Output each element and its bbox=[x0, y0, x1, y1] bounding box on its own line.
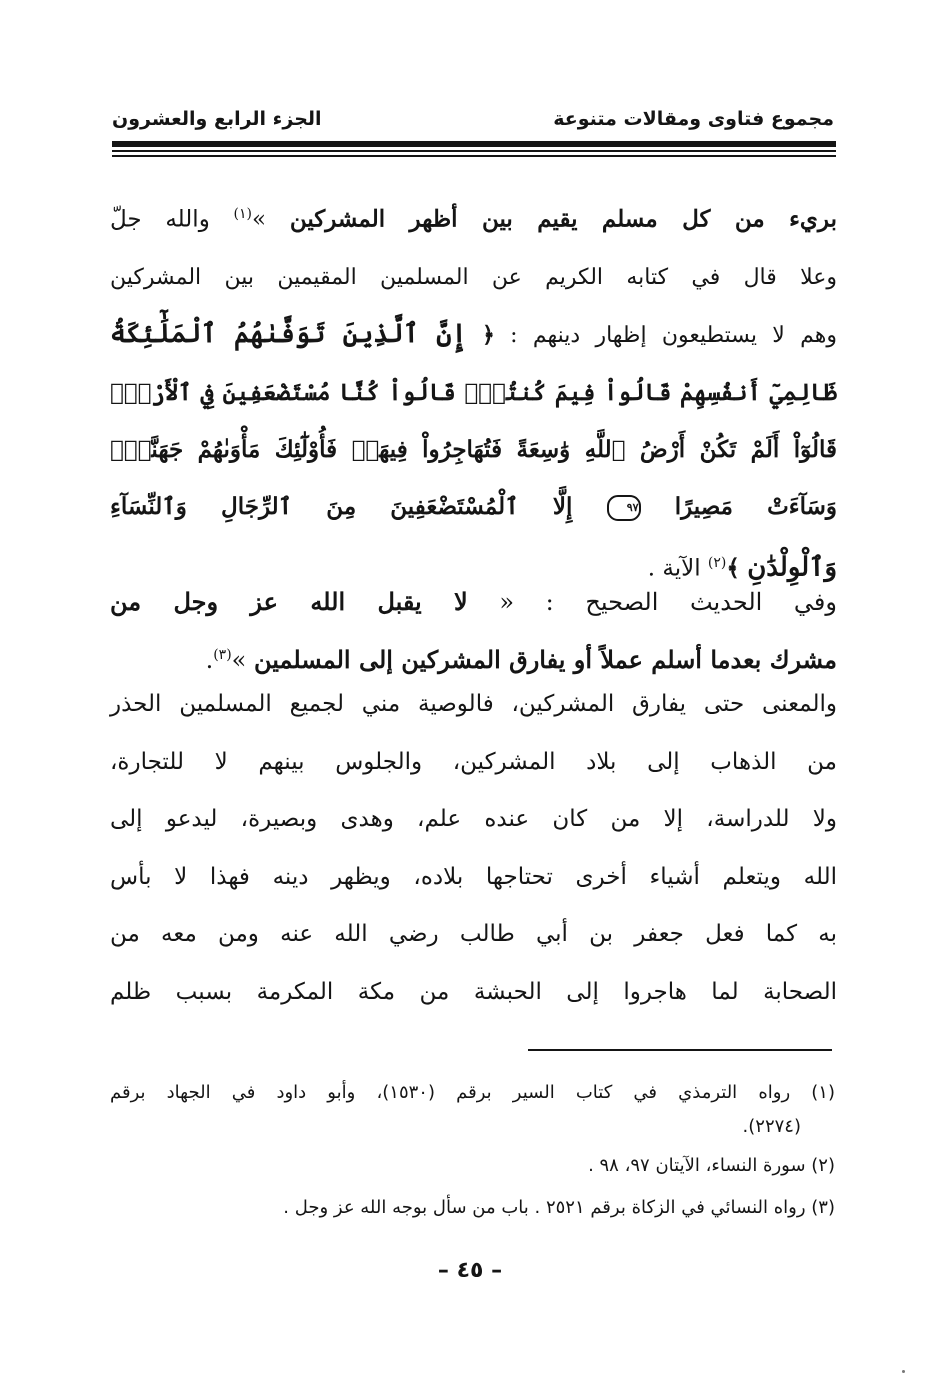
text-fragment: الآية . bbox=[647, 555, 701, 582]
ayah-number-marker: ٩٧ bbox=[607, 495, 641, 521]
footnote-1-continuation: (٢٢٧٤). bbox=[742, 1116, 801, 1137]
text-line bbox=[110, 186, 837, 249]
quran-verse-line bbox=[110, 478, 837, 535]
paragraph-hadith bbox=[110, 575, 837, 687]
page-number: – ٤٥ – bbox=[437, 1258, 503, 1283]
text-line: الله ويتعلم أشياء أخرى تحتاجها بلاده، ويظهر دينه فهذا لا بأس bbox=[110, 863, 837, 890]
header-rule-thick bbox=[112, 141, 836, 147]
scan-speck bbox=[902, 1370, 905, 1373]
quote-close: » bbox=[231, 646, 247, 674]
footnote-2: (٢) سورة النساء، الآيتان ٩٧، ٩٨ . bbox=[588, 1155, 835, 1176]
paragraph-advice bbox=[110, 676, 837, 1021]
text-line bbox=[110, 306, 837, 364]
text-line: به كما فعل جعفر بن أبي طالب رضي الله عنه ومن معه من bbox=[110, 921, 837, 947]
running-header bbox=[112, 108, 834, 138]
quran-open-brace: ﴿ bbox=[481, 321, 495, 348]
quran-verse-line: ظَالِمِيٓ أَنفُسِهِمْ قَالُواْ فِيمَ كُنتُمْۖ قَالُواْ كُنَّا مُسْتَضْعَفِينَ فِي ٱلْأَرْضِۚ bbox=[110, 378, 837, 406]
header-rule-thin bbox=[112, 150, 836, 152]
text-fragment: والله جلّ bbox=[110, 206, 210, 233]
hadith-quote: مشرك بعدما أسلم عملاً أو يفارق المشركين إلى المسلمين bbox=[254, 645, 837, 674]
quran-verse: إِلَّا ٱلْمُسْتَضْعَفِينَ مِنَ ٱلرِّجَالِ وَٱلنِّسَآءِ bbox=[110, 492, 573, 520]
quran-verse-line: قَالُوٓاْ أَلَمْ تَكُنْ أَرْضُ ٱللَّهِ وَٰسِعَةً فَتُهَاجِرُواْ فِيهَاۚ فَأُوْلَٰٓئِكَ مَأْوَىٰهُمْ جَهَنَّمُۖ bbox=[110, 435, 837, 463]
book-title: مجموع فتاوى ومقالات متنوعة bbox=[553, 108, 834, 130]
footnote-ref: (٣) bbox=[213, 647, 232, 663]
footnote-ref: (١) bbox=[233, 206, 253, 222]
quran-verse: إِنَّ ٱلَّذِينَ تَوَفَّىٰهُمُ ٱلْمَلَٰٓئِكَةُ bbox=[110, 318, 467, 349]
footnote-3: (٣) رواه النسائي في الزكاة برقم ٢٥٢١ . باب من سأل بوجه الله عز وجل . bbox=[283, 1197, 835, 1218]
quran-verse: وَٱلْوِلْدَٰنِ bbox=[747, 552, 837, 583]
text-fragment: وفي الحديث الصحيح : bbox=[545, 588, 837, 616]
footnote-separator bbox=[528, 1049, 832, 1051]
hadith-quote: بريء من كل مسلم يقيم بين أظهر المشركين bbox=[289, 205, 838, 233]
volume-label: الجزء الرابع والعشرون bbox=[112, 108, 322, 130]
quran-verse: وَسَآءَتْ مَصِيرًا bbox=[674, 492, 837, 520]
text-line: من الذهاب إلى بلاد المشركين، والجلوس بينهم لا للتجارة، bbox=[110, 748, 837, 775]
text-fragment: وهم لا يستطيعون إظهار دينهم : bbox=[510, 322, 838, 348]
text-line: الصحابة لما هاجروا إلى الحبشة من مكة المكرمة بسبب ظلم bbox=[110, 978, 837, 1005]
paragraph-quran-citation bbox=[110, 186, 837, 597]
hadith-quote: لا يقبل الله عز وجل من bbox=[110, 587, 468, 616]
footnotes bbox=[110, 1076, 835, 1228]
footnote-ref: (٢) bbox=[707, 554, 727, 571]
text-fragment: . bbox=[205, 646, 214, 674]
quote-close: » bbox=[252, 206, 267, 233]
text-line: وعلا قال في كتابه الكريم عن المسلمين المقيمين بين المشركين bbox=[110, 264, 837, 290]
text-line: ولا للدراسة، إلا من كان عنده علم، وهدى وبصيرة، ليدعو إلى bbox=[110, 806, 837, 832]
quran-close-brace: ﴾ bbox=[726, 554, 740, 582]
header-rule-thin bbox=[112, 155, 836, 157]
text-line bbox=[110, 575, 837, 629]
text-line: والمعنى حتى يفارق المشركين، فالوصية مني لجميع المسلمين الحذر bbox=[110, 691, 837, 717]
quote-open: « bbox=[499, 588, 515, 616]
footnote-1: (١) رواه الترمذي في كتاب السير برقم (١٥٣٠)، وأبو داود في الجهاد برقم bbox=[110, 1082, 835, 1103]
